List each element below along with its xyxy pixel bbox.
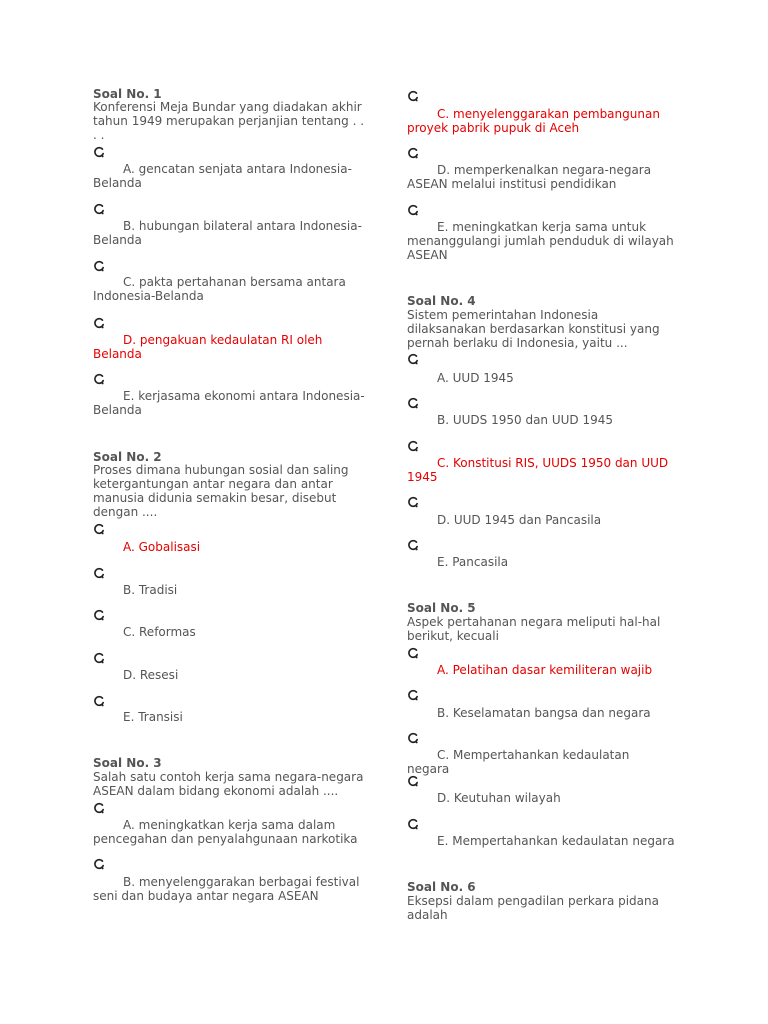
- answer-option-label-correct: D. pengakuan kedaulatan RI oleh Belanda: [93, 333, 323, 361]
- answer-option-label: B. Keselamatan bangsa dan negara: [437, 706, 651, 720]
- answer-option-label: A. gencatan senjata antara Indonesia-Belanda: [93, 162, 352, 190]
- answer-option-label-correct: C. menyelenggarakan pembangunan proyek pabrik pupuk di Aceh: [407, 107, 660, 135]
- question-text: Sistem pemerintahan Indonesia dilaksanakan berdasarkan konstitusi yang pernah berlaku di Indonesia, yaitu ...: [407, 308, 660, 350]
- question-title: Soal No. 2: [93, 450, 162, 464]
- answer-option-label: A. UUD 1945: [437, 371, 514, 385]
- answer-option-label: E. kerjasama ekonomi antara Indonesia-Belanda: [93, 389, 365, 417]
- question-text: Salah satu contoh kerja sama negara-negara ASEAN dalam bidang ekonomi adalah ....: [93, 770, 364, 798]
- question-text: Proses dimana hubungan sosial dan saling ketergantungan antar negara dan antar manusia didunia semakin besar, disebut dengan ....: [93, 463, 349, 519]
- question-text: Konferensi Meja Bundar yang diadakan akhir tahun 1949 merupakan perjanjian tentang . . . .: [93, 100, 365, 142]
- answer-option-label-correct: A. Pelatihan dasar kemiliteran wajib: [437, 663, 653, 677]
- answer-option-label: D. UUD 1945 dan Pancasila: [437, 513, 602, 527]
- answer-option-label: D. memperkenalkan negara-negara ASEAN melalui institusi pendidikan: [407, 163, 652, 191]
- question-title: Soal No. 5: [407, 601, 476, 615]
- answer-option-label: C. Mempertahankan kedaulatan negara: [407, 748, 630, 776]
- question-text: Eksepsi dalam pengadilan perkara pidana adalah: [407, 894, 659, 922]
- answer-option-label: E. Mempertahankan kedaulatan negara: [437, 834, 675, 848]
- question-title: Soal No. 6: [407, 880, 476, 894]
- question-title: Soal No. 4: [407, 294, 476, 308]
- answer-option-label: D. Resesi: [123, 668, 179, 682]
- answer-option-label-correct: A. Gobalisasi: [123, 540, 201, 554]
- answer-option-label: E. Transisi: [123, 710, 183, 724]
- answer-option-label: B. menyelenggarakan berbagai festival seni dan budaya antar negara ASEAN: [93, 875, 360, 903]
- question-title: Soal No. 1: [93, 87, 162, 101]
- answer-option-label: C. Reformas: [123, 625, 196, 639]
- answer-option-label: A. meningkatkan kerja sama dalam pencegahan dan penyalahgunaan narkotika: [93, 818, 358, 846]
- question-text: Aspek pertahanan negara meliputi hal-hal berikut, kecuali: [407, 615, 661, 643]
- question-title: Soal No. 3: [93, 756, 162, 770]
- answer-option-label-correct: C. Konstitusi RIS, UUDS 1950 dan UUD 1945: [407, 456, 669, 484]
- answer-option-label: D. Keutuhan wilayah: [437, 791, 561, 805]
- answer-option-label: B. Tradisi: [123, 583, 178, 597]
- answer-option-label: B. hubungan bilateral antara Indonesia-Belanda: [93, 219, 362, 247]
- answer-option-label: E. meningkatkan kerja sama untuk menanggulangi jumlah penduduk di wilayah ASEAN: [407, 220, 674, 262]
- answer-option-label: B. UUDS 1950 dan UUD 1945: [437, 413, 614, 427]
- answer-option-label: C. pakta pertahanan bersama antara Indonesia-Belanda: [93, 275, 346, 303]
- answer-option-label: E. Pancasila: [437, 555, 509, 569]
